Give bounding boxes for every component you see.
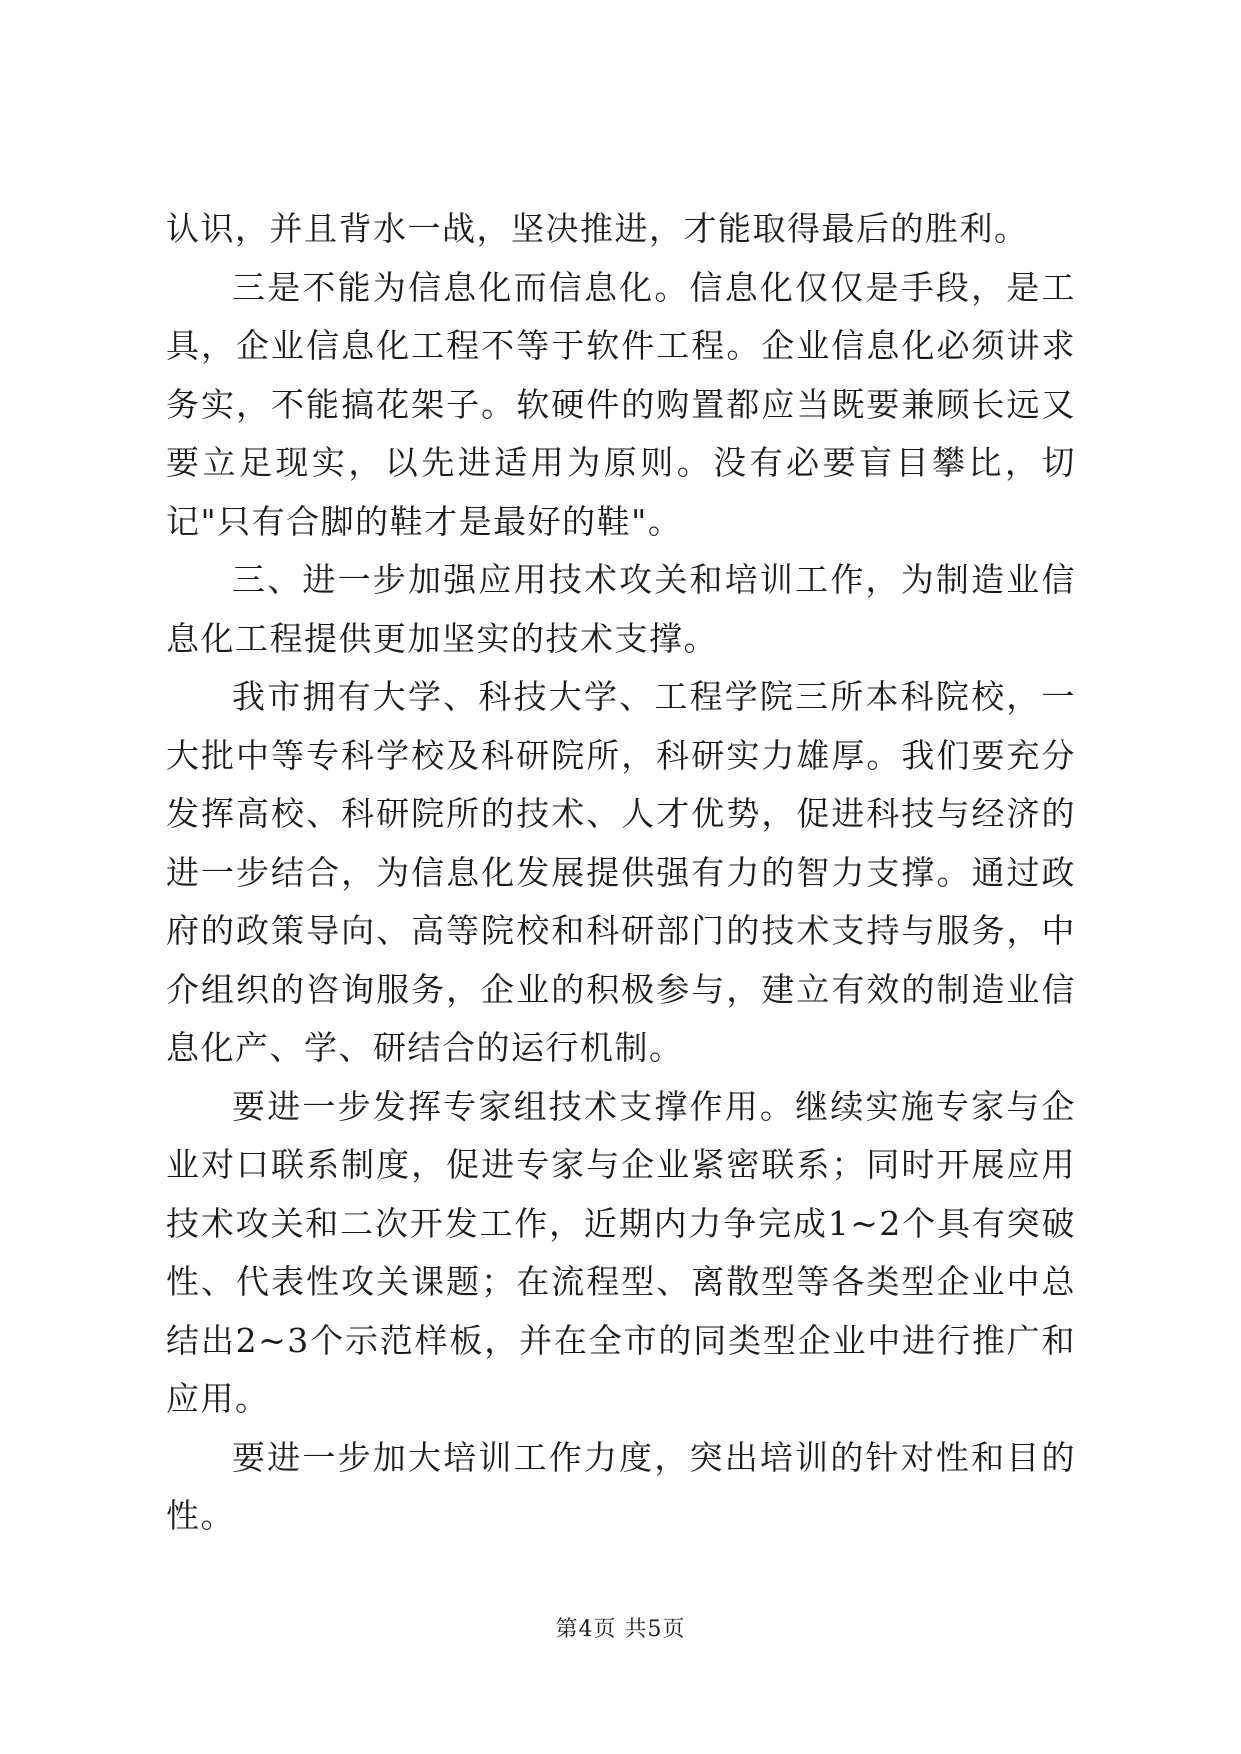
paragraph-training: 要进一步加大培训工作力度，突出培训的针对性和目的性。 (166, 1437, 1076, 1535)
paragraph-informatization-principle: 三是不能为信息化而信息化。信息化仅仅是手段，是工具，企业信息化工程不等于软件工程。企业信息化必须讲求务实，不能搞花架子。软硬件的购置都应当既要兼顾长远又要立足现实，以先进适用为原则。没有必要盲目攀比，切记"只有合脚的鞋才是最好的鞋"。 (166, 267, 1076, 541)
paragraph-continuation: 认识，并且背水一战，坚决推进，才能取得最后的胜利。 (166, 209, 1029, 248)
paragraph-expert-group: 要进一步发挥专家组技术支撑作用。继续实施专家与企业对口联系制度，促进专家与企业紧密联系；同时开展应用技术攻关和二次开发工作，近期内力争完成1~2个具有突破性、代表性攻关课题；在流程型、离散型等各类型企业中总结出2~3个示范样板，并在全市的同类型企业中进行推广和应用。 (166, 1086, 1076, 1418)
page-number-footer: 第4页 共5页 (555, 1617, 686, 1642)
section-heading-three: 三、进一步加强应用技术攻关和培训工作，为制造业信息化工程提供更加坚实的技术支撑。 (166, 560, 1076, 658)
document-body (166, 200, 1076, 1546)
paragraph-research-strength: 我市拥有大学、科技大学、工程学院三所本科院校，一大批中等专科学校及科研院所，科研实力雄厚。我们要充分发挥高校、科研院所的技术、人才优势，促进科技与经济的进一步结合，为信息化发展提供强有力的智力支撑。通过政府的政策导向、高等院校和科研部门的技术支持与服务，中介组织的咨询服务，企业的积极参与，建立有效的制造业信息化产、学、研结合的运行机制。 (166, 677, 1076, 1067)
